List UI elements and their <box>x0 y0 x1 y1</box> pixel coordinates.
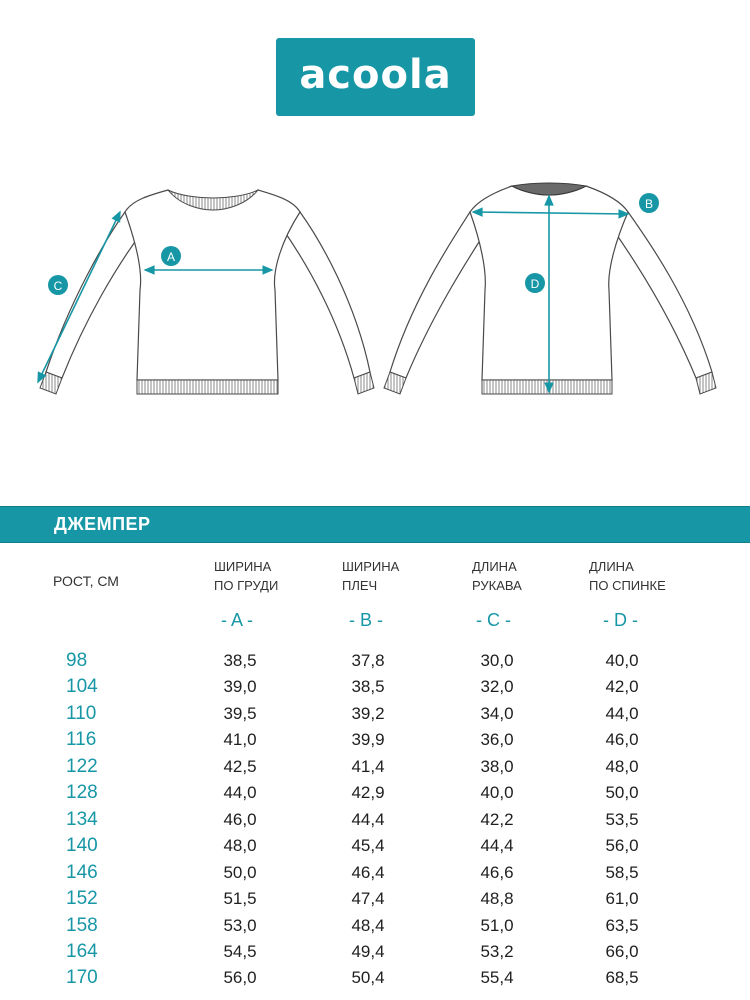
size-cell: 128 <box>66 782 98 803</box>
value-cell-d: 56,0 <box>605 836 639 855</box>
column-letter-b: - B - <box>349 610 383 630</box>
value-cell-a: 53,0 <box>223 916 257 935</box>
column-header-b-line1: ШИРИНА <box>342 559 400 574</box>
marker-b: B <box>644 197 654 211</box>
value-cell-c: 40,0 <box>480 783 514 802</box>
value-cell-a: 41,0 <box>223 730 257 749</box>
value-cell-d: 48,0 <box>605 757 639 776</box>
value-cell-b: 48,4 <box>351 916 385 935</box>
value-cell-a: 46,0 <box>223 810 257 829</box>
column-letter-d: - D - <box>603 610 638 630</box>
table-row <box>0 782 750 803</box>
value-cell-b: 42,9 <box>351 783 385 802</box>
value-cell-a: 39,5 <box>223 704 257 723</box>
table-row <box>0 676 750 697</box>
column-header-d <box>589 557 666 595</box>
column-header-a-line1: ШИРИНА <box>214 559 272 574</box>
value-cell-b: 41,4 <box>351 757 385 776</box>
table-row <box>0 756 750 777</box>
marker-a: A <box>166 250 176 264</box>
size-cell: 158 <box>66 915 98 936</box>
value-cell-a: 56,0 <box>223 968 257 987</box>
value-cell-b: 46,4 <box>351 863 385 882</box>
front-view <box>38 190 374 394</box>
value-cell-d: 68,5 <box>605 968 639 987</box>
column-header-b-line2: ПЛЕЧ <box>342 578 378 593</box>
value-cell-b: 39,9 <box>351 730 385 749</box>
marker-c: C <box>53 279 63 293</box>
table-row <box>0 941 750 962</box>
column-header-c-line1: ДЛИНА <box>472 559 517 574</box>
size-cell: 98 <box>66 650 88 671</box>
value-cell-a: 50,0 <box>223 863 257 882</box>
size-cell: 122 <box>66 756 98 777</box>
value-cell-a: 42,5 <box>223 757 257 776</box>
column-header-d-line1: ДЛИНА <box>589 559 634 574</box>
value-cell-a: 51,5 <box>223 889 257 908</box>
size-cell: 170 <box>66 967 98 988</box>
size-cell: 164 <box>66 941 98 962</box>
value-cell-c: 51,0 <box>480 916 514 935</box>
column-letter-c: - C - <box>476 610 511 630</box>
value-cell-d: 66,0 <box>605 942 639 961</box>
size-cell: 104 <box>66 676 98 697</box>
table-row <box>0 967 750 988</box>
value-cell-c: 34,0 <box>480 704 514 723</box>
value-cell-c: 32,0 <box>480 677 514 696</box>
value-cell-c: 53,2 <box>480 942 514 961</box>
column-header-c <box>472 557 522 595</box>
garment-sketches <box>0 170 750 410</box>
value-cell-c: 30,0 <box>480 651 514 670</box>
value-cell-c: 42,2 <box>480 810 514 829</box>
column-header-a <box>214 557 278 595</box>
size-cell: 116 <box>66 729 97 750</box>
size-cell: 146 <box>66 862 98 883</box>
size-header: РОСТ, СМ <box>53 573 119 589</box>
value-cell-c: 38,0 <box>480 757 514 776</box>
back-view <box>384 183 716 394</box>
size-cell: 134 <box>66 809 98 830</box>
value-cell-b: 49,4 <box>351 942 385 961</box>
table-row <box>0 729 750 750</box>
value-cell-a: 48,0 <box>223 836 257 855</box>
value-cell-b: 44,4 <box>351 810 385 829</box>
value-cell-b: 47,4 <box>351 889 385 908</box>
value-cell-d: 42,0 <box>605 677 639 696</box>
column-header-d-line2: ПО СПИНКЕ <box>589 578 666 593</box>
value-cell-d: 53,5 <box>605 810 639 829</box>
brand-logo <box>276 38 475 116</box>
value-cell-a: 54,5 <box>223 942 257 961</box>
value-cell-b: 45,4 <box>351 836 385 855</box>
size-cell: 110 <box>66 703 97 724</box>
section-banner <box>0 506 750 543</box>
column-header-a-line2: ПО ГРУДИ <box>214 578 279 593</box>
value-cell-a: 38,5 <box>223 651 257 670</box>
table-row <box>0 835 750 856</box>
section-title: ДЖЕМПЕР <box>54 514 151 534</box>
value-cell-b: 37,8 <box>351 651 385 670</box>
value-cell-b: 39,2 <box>351 704 385 723</box>
value-cell-d: 50,0 <box>605 783 639 802</box>
value-cell-d: 58,5 <box>605 863 639 882</box>
size-cell: 140 <box>66 835 98 856</box>
value-cell-a: 44,0 <box>223 783 257 802</box>
value-cell-d: 63,5 <box>605 916 639 935</box>
value-cell-a: 39,0 <box>223 677 257 696</box>
value-cell-b: 38,5 <box>351 677 385 696</box>
value-cell-c: 48,8 <box>480 889 514 908</box>
table-row <box>0 650 750 671</box>
value-cell-c: 36,0 <box>480 730 514 749</box>
value-cell-d: 44,0 <box>605 704 639 723</box>
value-cell-b: 50,4 <box>351 968 385 987</box>
value-cell-d: 40,0 <box>605 651 639 670</box>
value-cell-d: 61,0 <box>605 889 639 908</box>
marker-d: D <box>530 277 540 291</box>
column-letter-a: - A - <box>221 610 254 630</box>
table-row <box>0 703 750 724</box>
table-row <box>0 915 750 936</box>
brand-logo-text: acoola <box>299 52 452 98</box>
column-header-b <box>342 557 399 595</box>
value-cell-c: 44,4 <box>480 836 514 855</box>
table-row <box>0 888 750 909</box>
column-header-c-line2: РУКАВА <box>472 578 522 593</box>
table-row <box>0 809 750 830</box>
size-cell: 152 <box>66 888 98 909</box>
value-cell-c: 46,6 <box>480 863 514 882</box>
value-cell-d: 46,0 <box>605 730 639 749</box>
value-cell-c: 55,4 <box>480 968 514 987</box>
table-row <box>0 862 750 883</box>
